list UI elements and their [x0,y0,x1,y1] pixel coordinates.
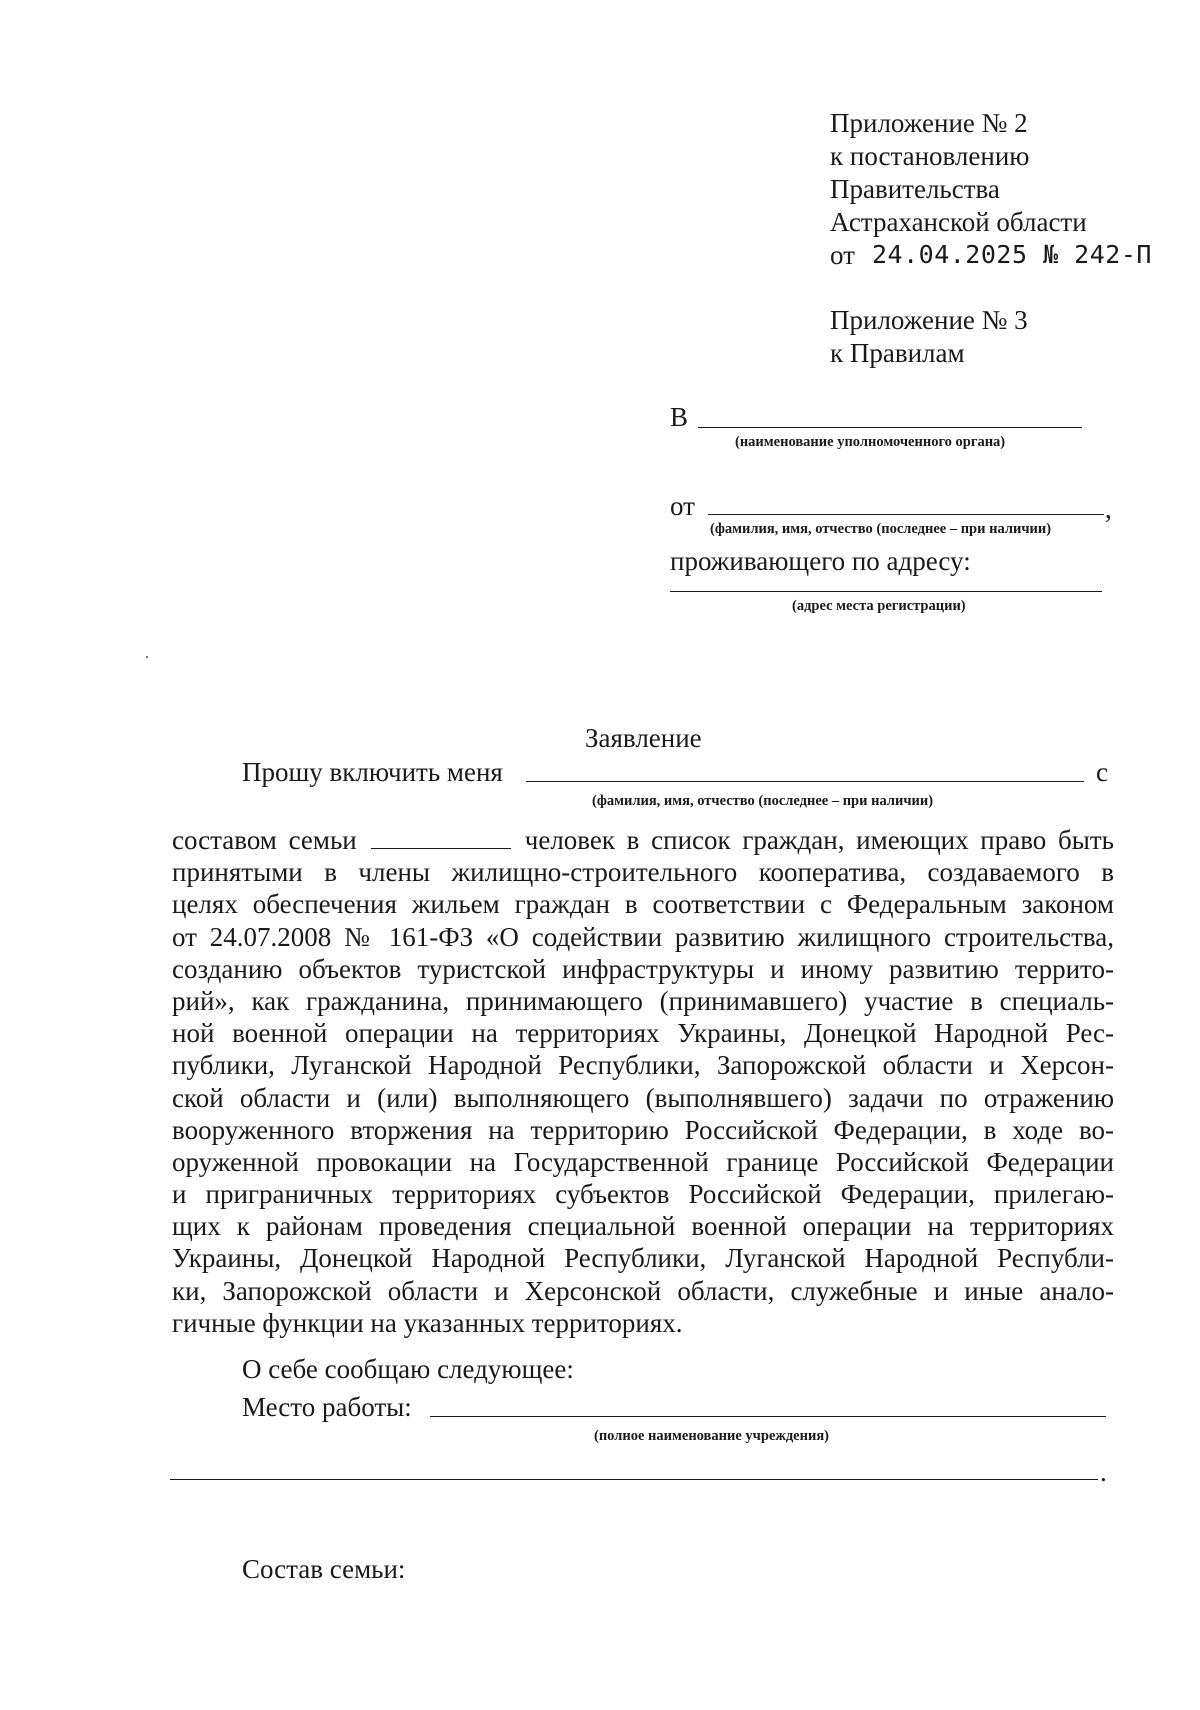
workplace-field-continued[interactable] [170,1479,1098,1480]
decree-date-number: 24.04.2025 № 242-П [872,240,1152,269]
to-authority-field[interactable] [698,427,1082,428]
appendix-2-line-3: Правительства [830,174,1000,204]
request-suffix: с [1096,757,1108,787]
family-composition-label: Состав семьи: [242,1554,406,1584]
body-line: Украины, Донецкой Народной Республики, Луганской Народной Республи- [172,1243,1114,1274]
workplace-label: Место работы: [242,1392,412,1422]
from-label: от [670,491,695,521]
statement-title: Заявление [585,723,702,753]
body-line: публики, Луганской Народной Республики, Запорожской области и Херсон- [172,1050,1114,1081]
body-line: целях обеспечения жильем граждан в соответствии с Федеральным законом [172,889,1114,920]
body-line: и приграничных территориях субъектов Российской Федерации, прилегаю- [172,1179,1114,1210]
body-line: ской области и (или) выполняющего (выполнявшего) задачи по отражению [172,1082,1114,1113]
applicant-name-caption: (фамилия, имя, отчество (последнее – при наличии) [592,793,934,809]
to-authority-caption: (наименование уполномоченного органа) [735,434,1006,450]
body-line: оруженной провокации на Государственной границе Российской Федерации [172,1146,1114,1177]
residence-label: проживающего по адресу: [670,546,971,576]
scan-speck [146,656,148,658]
family-size-field[interactable] [371,828,511,849]
body-line: вооруженного вторжения на территорию Российской Федерации, в ходе во- [172,1114,1114,1145]
workplace-end-period: . [1100,1457,1107,1487]
body-line: щих к районам проведения специальной военной операции на территориях [172,1211,1114,1242]
appendix-3-line-2: к Правилам [830,338,965,368]
from-name-caption: (фамилия, имя, отчество (последнее – при наличии) [710,521,1052,537]
body-line: ки, Запорожской области и Херсонской области, служебные и иные анало- [172,1275,1114,1306]
applicant-name-field[interactable] [526,781,1084,782]
request-prefix: Прошу включить меня [242,757,503,787]
to-label: В [670,402,689,432]
appendix-2-title: Приложение № 2 [830,108,1028,138]
body-line: гичные функции на указанных территориях. [172,1307,683,1338]
appendix-2-line-4: Астраханской области [830,207,1087,237]
appendix-2-line-2: к постановлению [830,141,1030,171]
body-line: принятыми в члены жилищно-строительного кооператива, создаваемого в [172,857,1114,888]
decree-date-prefix: от [830,240,855,270]
from-name-field[interactable] [708,514,1104,515]
family-suffix: человек в список граждан, имеющих право быть [524,825,1114,855]
appendix-3-title: Приложение № 3 [830,305,1028,335]
address-caption: (адрес места регистрации) [792,598,966,614]
body-line: рий», как гражданина, принимающего (принимавшего) участие в специаль- [172,985,1114,1016]
family-prefix: составом семьи [172,825,357,855]
statement-body [172,824,1114,1339]
body-line: созданию объектов туристской инфраструктуры и иному развитию террито- [172,953,1114,984]
body-line-1 [172,824,1114,856]
address-field[interactable] [670,591,1102,592]
from-comma: , [1105,494,1112,524]
workplace-field[interactable] [430,1416,1106,1417]
workplace-caption: (полное наименование учреждения) [594,1428,830,1444]
body-line: от 24.07.2008 № 161-ФЗ «О содействии развитию жилищного строительства, [172,921,1114,952]
about-self-label: О себе сообщаю следующее: [242,1354,574,1384]
body-line: ной военной операции на территориях Украины, Донецкой Народной Рес- [172,1018,1114,1049]
